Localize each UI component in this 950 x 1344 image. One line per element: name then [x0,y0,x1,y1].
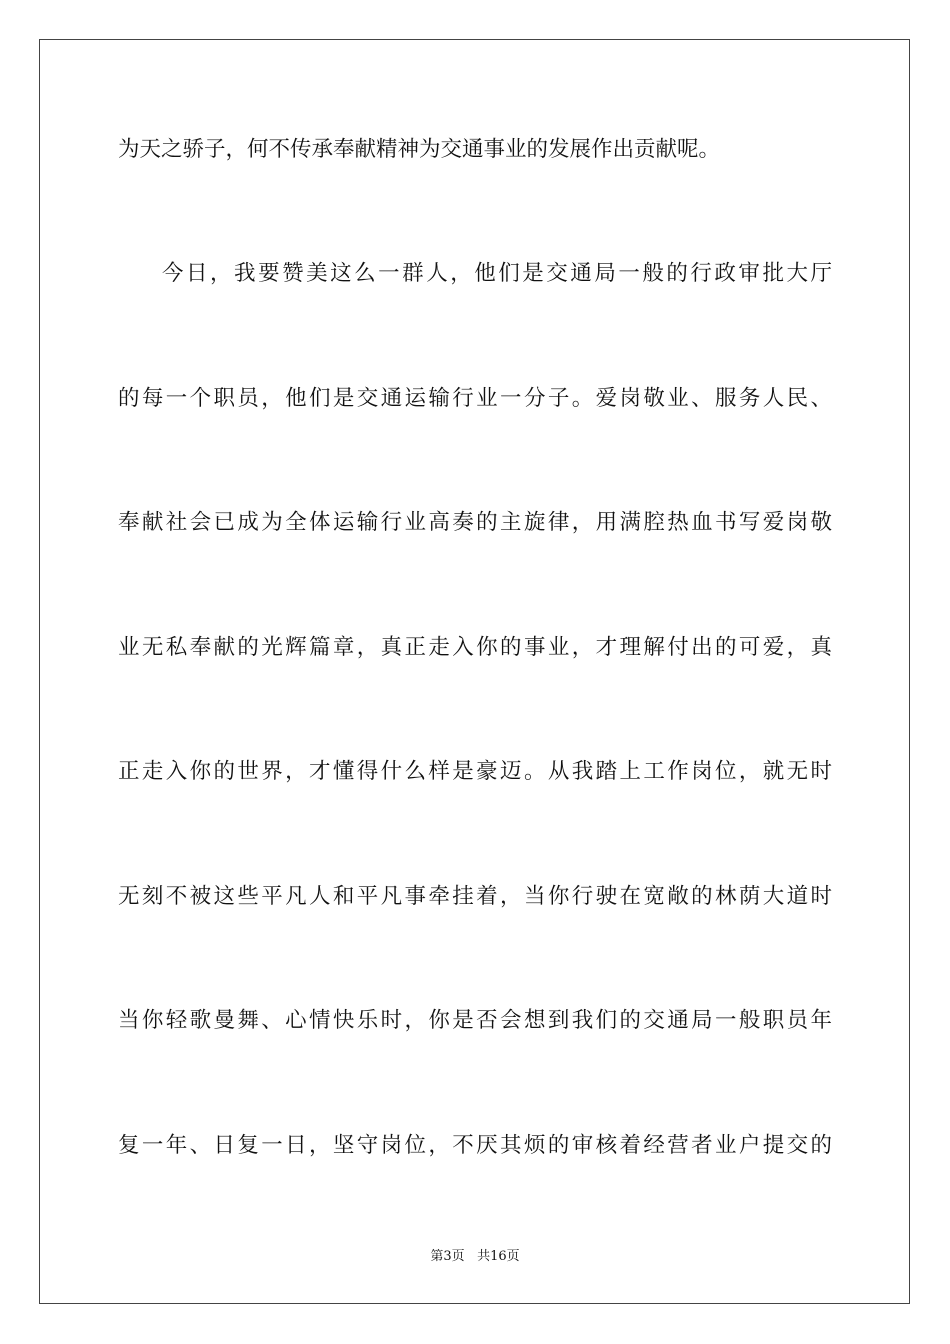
text-line-8: 当你轻歌曼舞、心情快乐时，你是否会想到我们的交通局一般职员年 [118,1008,832,1033]
page-total: 共16页 [477,1249,520,1264]
text-line-1: 为天之骄子，何不传承奉献精神为交通事业的发展作出贡献呢。 [118,137,721,162]
page-footer [0,1248,950,1266]
text-line-4: 奉献社会已成为全体运输行业高奏的主旋律，用满腔热血书写爱岗敬 [118,510,832,535]
page-border [39,39,910,1304]
text-line-7: 无刻不被这些平凡人和平凡事牵挂着，当你行驶在宽敞的林荫大道时 [118,884,832,909]
text-line-6: 正走入你的世界，才懂得什么样是豪迈。从我踏上工作岗位，就无时 [118,759,832,784]
text-line-5: 业无私奉献的光辉篇章，真正走入你的事业，才理解付出的可爱，真 [118,635,832,660]
page-number: 第3页 [430,1249,465,1264]
text-line-3: 的每一个职员，他们是交通运输行业一分子。爱岗敬业、服务人民、 [118,386,832,411]
text-line-2: 今日，我要赞美这么一群人，他们是交通局一般的行政审批大厅 [162,261,832,286]
text-line-9: 复一年、日复一日，坚守岗位，不厌其烦的审核着经营者业户提交的 [118,1133,832,1158]
